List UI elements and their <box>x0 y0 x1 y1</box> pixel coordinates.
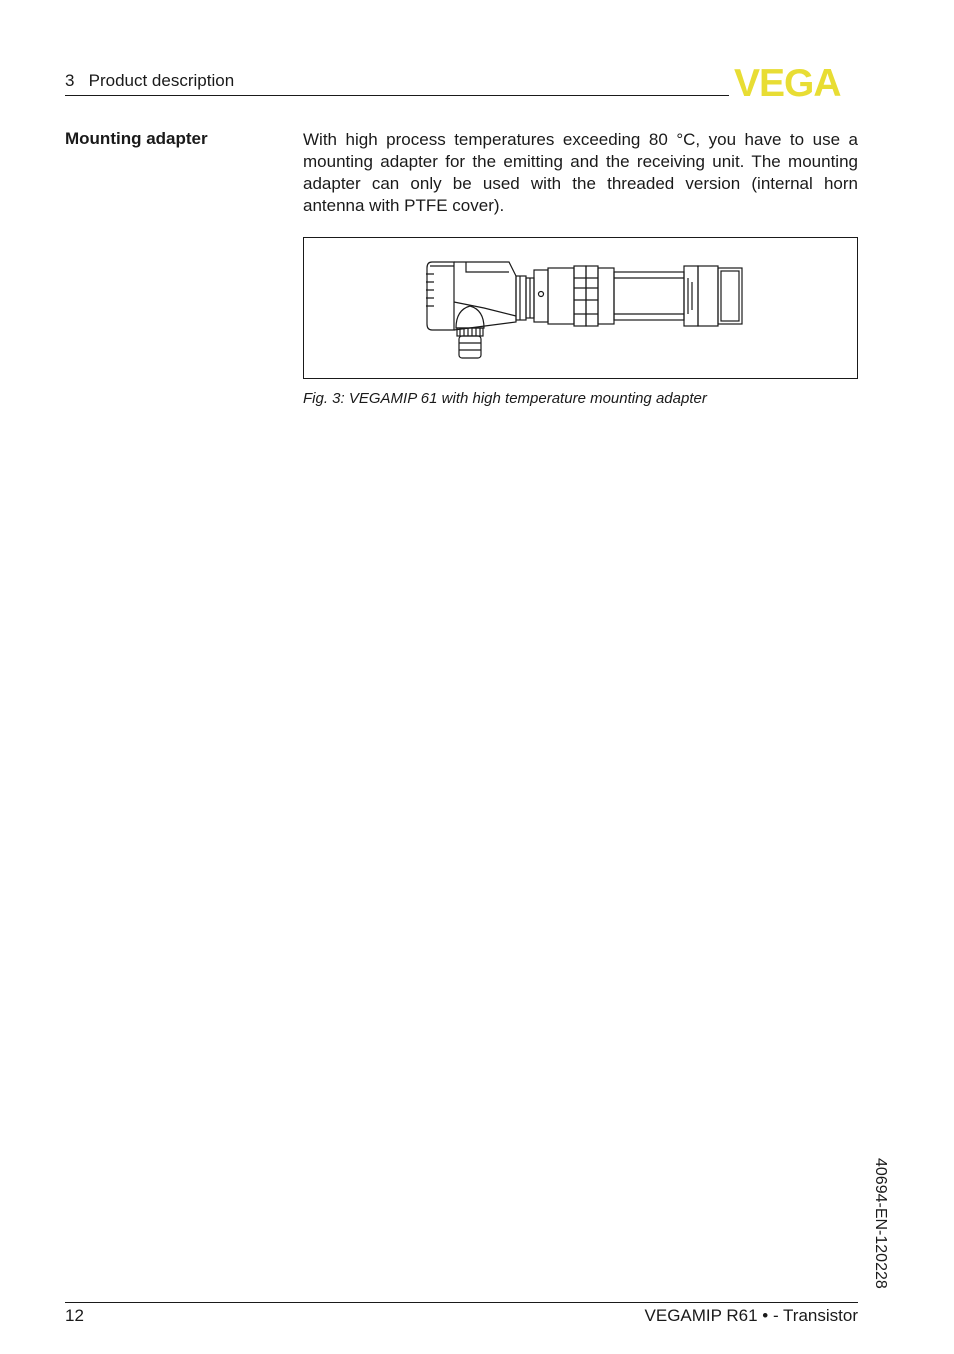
fitting-drawing <box>534 266 614 326</box>
header-divider <box>65 95 729 96</box>
vega-logo-text: VEGA <box>734 64 841 98</box>
figure-frame <box>303 237 858 379</box>
housing-drawing <box>426 262 516 330</box>
document-code: 40694-EN-120228 <box>872 1158 889 1289</box>
antenna-drawing <box>684 266 742 326</box>
vega-logo <box>734 64 858 98</box>
cable-gland-drawing <box>456 306 484 358</box>
page-number: 12 <box>65 1306 84 1325</box>
adapter-tube-drawing <box>614 272 684 320</box>
footer-document-title: VEGAMIP R61 • - Transistor <box>644 1306 858 1325</box>
neck-drawing <box>516 276 534 320</box>
running-header: 3 Product description <box>65 71 235 90</box>
figure-caption: Fig. 3: VEGAMIP 61 with high temperature mounting adapter <box>303 390 707 407</box>
device-drawing <box>304 238 857 378</box>
section-heading: Mounting adapter <box>65 129 208 148</box>
section-paragraph: With high process temperatures exceeding 80 °C, you have to use a mounting adapter for the emitting and the receiving unit. The mounting adapter can only be used with the threaded version (internal horn antenna with PTFE cover). <box>303 130 858 215</box>
footer-divider <box>65 1302 858 1303</box>
